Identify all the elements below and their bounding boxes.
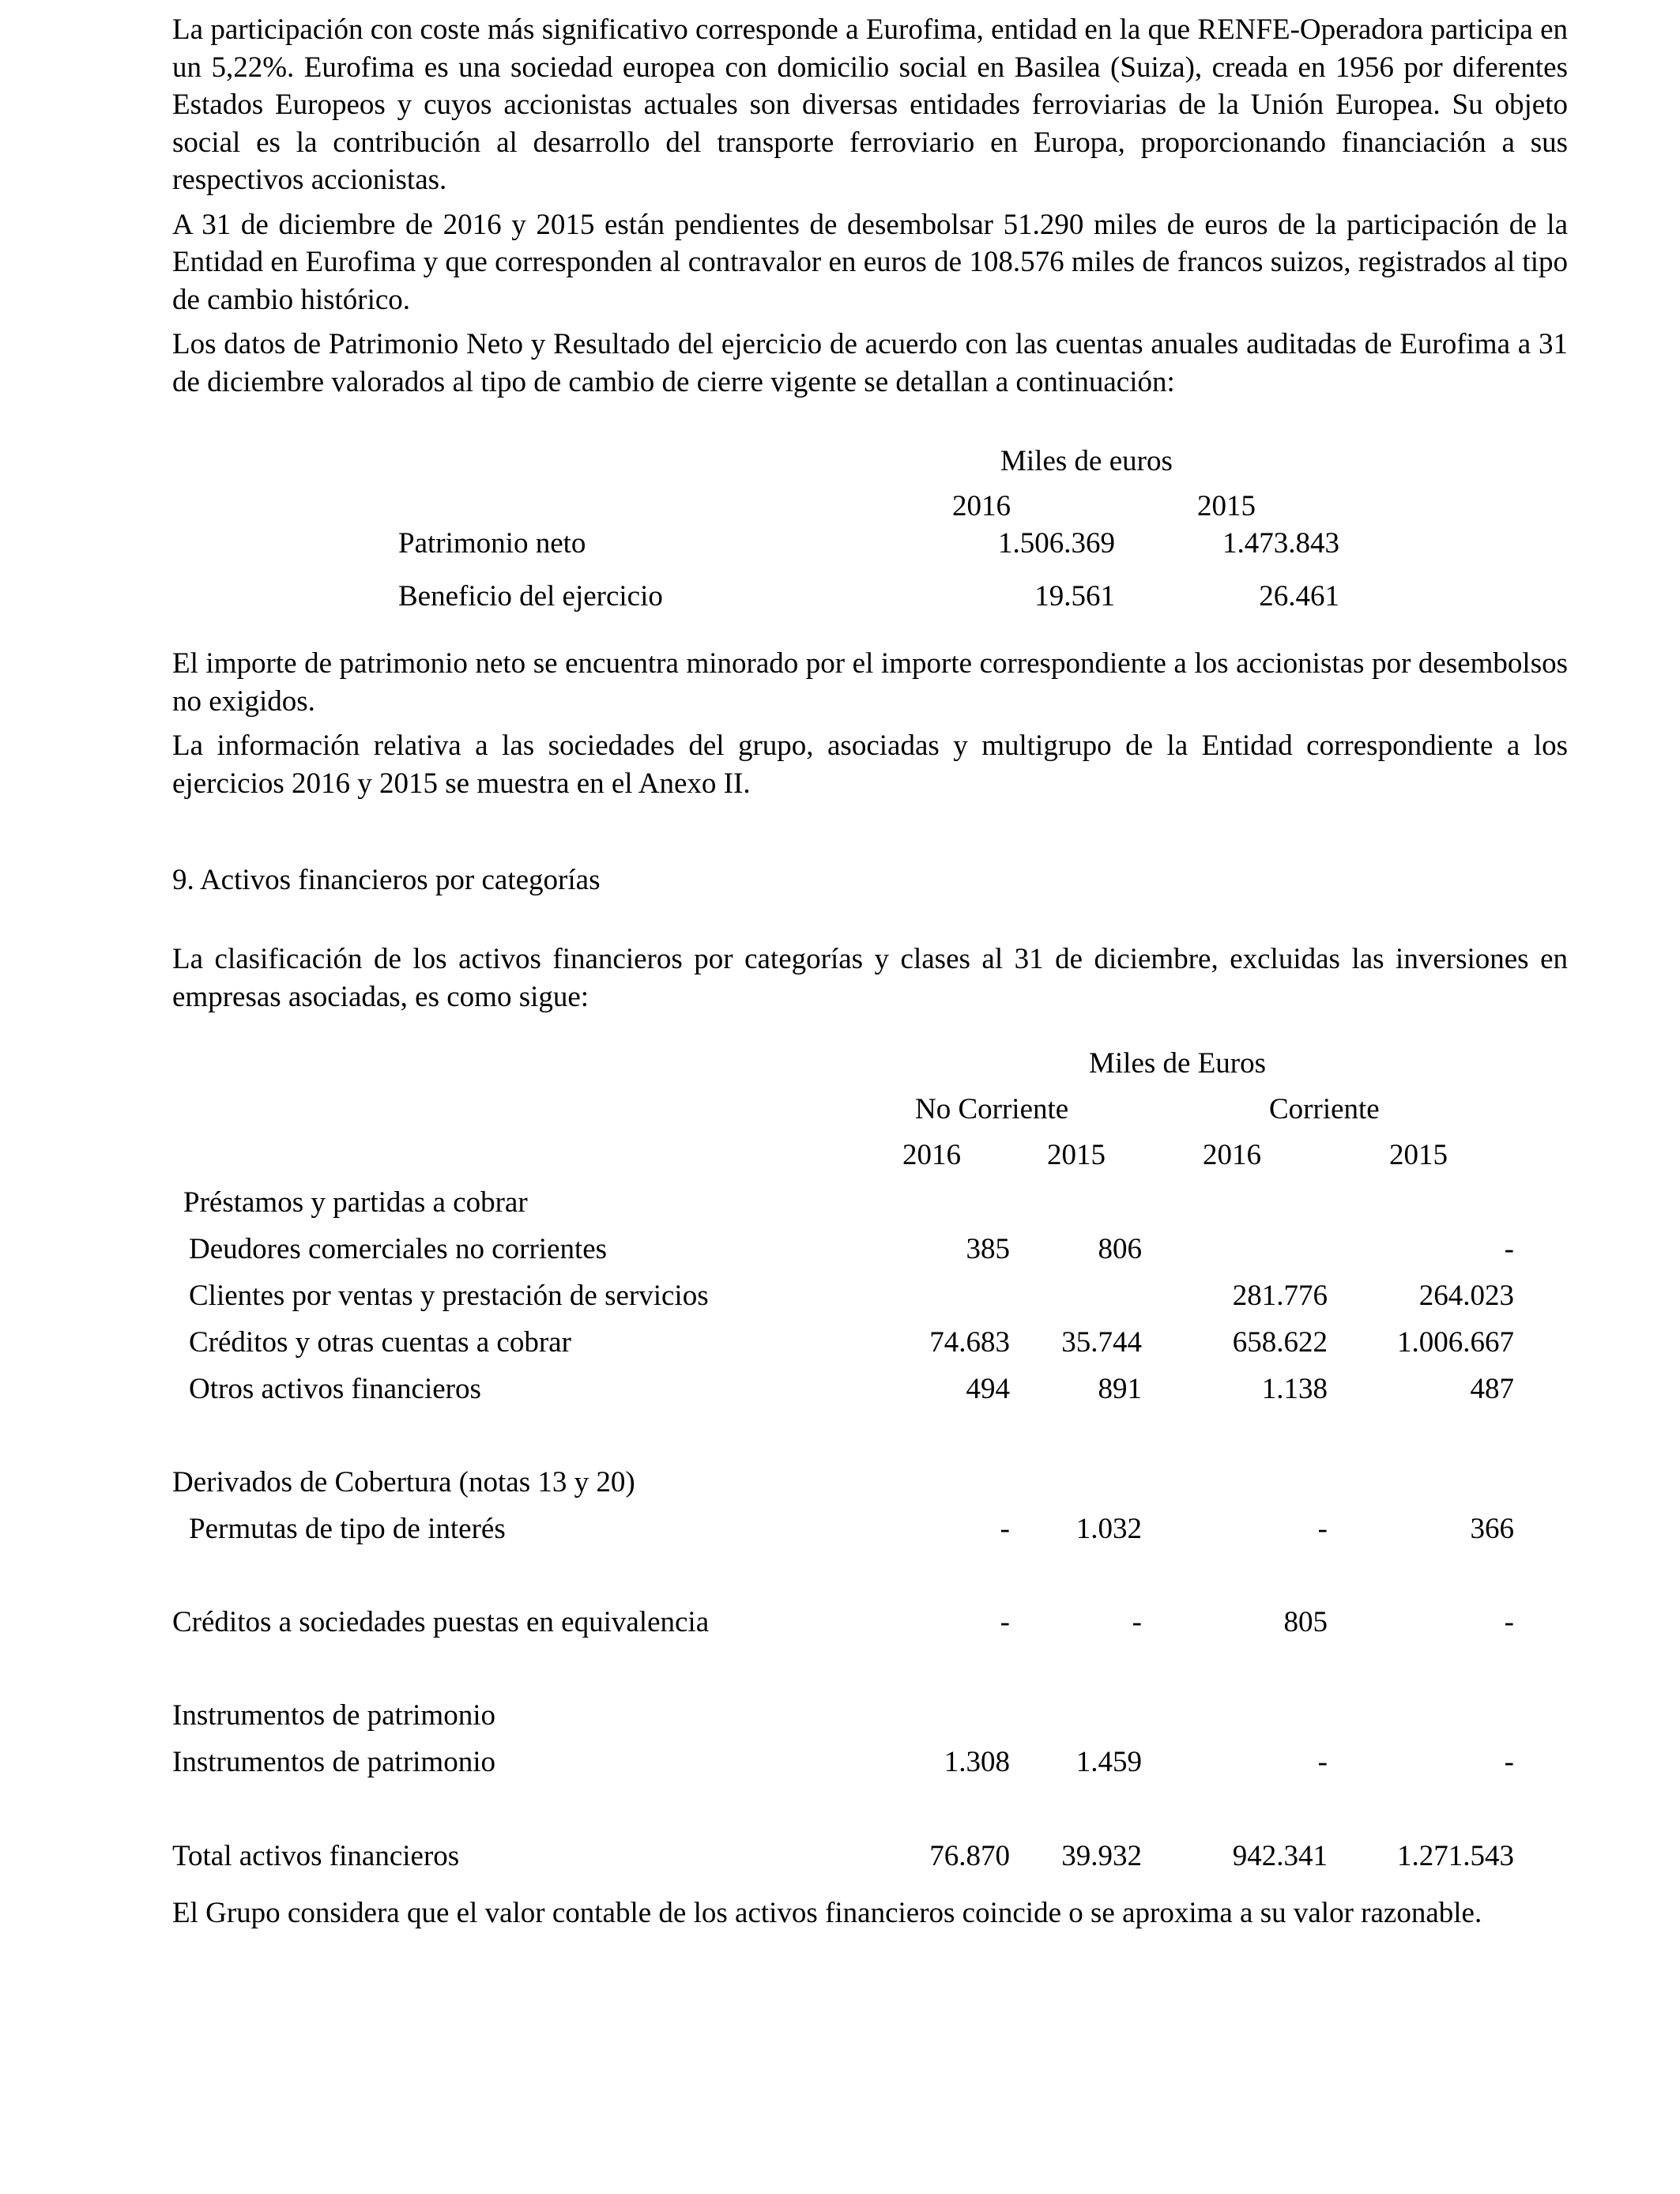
assets-total-cell: 76.870	[929, 1840, 1010, 1872]
assets-row-label: Créditos a sociedades puestas en equivalencia	[172, 1606, 710, 1638]
assets-cell: -	[1000, 1606, 1010, 1638]
page-body-bottom	[172, 1894, 1568, 1932]
assets-cell: 806	[1098, 1233, 1142, 1265]
assets-year: 2016	[1203, 1139, 1261, 1171]
eurofima-cell: 1.473.843	[1222, 527, 1339, 560]
paragraph-desembolso: A 31 de diciembre de 2016 y 2015 están pendientes de desembolsar 51.290 miles de euros de la participación de la Entidad en Eurofima y que corresponden al contravalor en euros de 108.576 miles de francos suizos, registrados al tipo de cambio histórico.	[172, 208, 1568, 316]
eurofima-row-label: Beneficio del ejercicio	[398, 580, 663, 613]
assets-cell: 891	[1098, 1373, 1142, 1405]
assets-total-cell: 942.341	[1232, 1840, 1328, 1872]
assets-row-label: Otros activos financieros	[189, 1373, 481, 1405]
assets-cell: -	[1000, 1513, 1010, 1545]
assets-category-label: Préstamos y partidas a cobrar	[183, 1186, 528, 1219]
assets-category-label: Instrumentos de patrimonio	[172, 1699, 495, 1732]
assets-cell: 805	[1283, 1606, 1328, 1638]
eurofima-unit-header: Miles de euros	[1000, 445, 1173, 477]
paragraph-clasificacion: La clasificación de los activos financieros por categorías y clases al 31 de diciembre, excluidas las inversiones en empresas asociadas, es como sigue:	[172, 943, 1568, 1013]
assets-cell: 281.776	[1232, 1280, 1328, 1312]
assets-cell: -	[1317, 1746, 1328, 1778]
assets-cell: 494	[966, 1373, 1010, 1405]
eurofima-cell: 26.461	[1259, 580, 1339, 613]
assets-unit-header: Miles de Euros	[1089, 1047, 1267, 1080]
eurofima-cell: 1.506.369	[998, 527, 1115, 560]
assets-cell: 1.308	[944, 1746, 1010, 1778]
assets-category-label: Derivados de Cobertura (notas 13 y 20)	[172, 1466, 635, 1498]
assets-total-label: Total activos financieros	[172, 1840, 460, 1872]
paragraph-anexo: La información relativa a las sociedades del grupo, asociadas y multigrupo de la Entidad correspondiente a los ejercicios 2016 y 2015 se muestra en el Anexo II.	[172, 729, 1568, 800]
assets-year: 2015	[1047, 1139, 1106, 1171]
assets-cell: 658.622	[1232, 1326, 1328, 1359]
paragraph-patrimonio-minorado: El importe de patrimonio neto se encuentra minorado por el importe correspondiente a los accionistas por desembolsos no exigidos.	[172, 647, 1568, 718]
assets-cell: 366	[1470, 1513, 1514, 1545]
assets-row-label: Instrumentos de patrimonio	[172, 1746, 495, 1778]
assets-group-no-corriente: No Corriente	[915, 1093, 1069, 1125]
paragraph-valor-razonable: El Grupo considera que el valor contable de los activos financieros coincide o se aproxima a su valor razonable.	[172, 1897, 1482, 1929]
assets-cell: 74.683	[929, 1326, 1010, 1359]
eurofima-year-2016: 2016	[952, 490, 1011, 522]
assets-group-corriente: Corriente	[1269, 1093, 1380, 1125]
assets-year: 2016	[902, 1139, 961, 1171]
assets-cell: -	[1504, 1746, 1514, 1778]
assets-cell: 487	[1470, 1373, 1514, 1405]
assets-cell: 35.744	[1061, 1326, 1142, 1359]
eurofima-row-label: Patrimonio neto	[398, 527, 586, 560]
page-body-classification	[172, 941, 1568, 1016]
paragraph-eurofima-intro: La participación con coste más significativo corresponde a Eurofima, entidad en la que RENFE-Operadora participa en un 5,22%. Eurofima es una sociedad europea con domicilio social en Basilea (Suiza), creada en 1956 por diferentes Estados Europeos y cuyos accionistas actuales son diversas entidades ferroviarias de la Unión Europea. Su objeto social es la contribución al desarrollo del transporte ferroviario en Europa, proporcionando financiación a sus respectivos accionistas.	[172, 13, 1568, 196]
eurofima-cell: 19.561	[1034, 580, 1115, 613]
eurofima-year-2015: 2015	[1197, 490, 1256, 522]
assets-row-label: Créditos y otras cuentas a cobrar	[189, 1326, 571, 1359]
assets-cell: 1.459	[1075, 1746, 1142, 1778]
assets-cell: -	[1317, 1513, 1328, 1545]
assets-total-cell: 1.271.543	[1397, 1840, 1514, 1872]
assets-cell: 1.006.667	[1397, 1326, 1514, 1359]
paragraph-datos-patrimonio: Los datos de Patrimonio Neto y Resultado del ejercicio de acuerdo con las cuentas anuales auditadas de Eurofima a 31 de diciembre valorados al tipo de cambio de cierre vigente se detallan a continuación:	[172, 328, 1568, 398]
assets-total-cell: 39.932	[1061, 1840, 1142, 1872]
assets-cell: -	[1504, 1606, 1514, 1638]
assets-cell: 1.032	[1075, 1513, 1142, 1545]
assets-cell: 264.023	[1418, 1280, 1514, 1312]
section-heading: 9. Activos financieros por categorías	[172, 864, 601, 896]
assets-row-label: Clientes por ventas y prestación de servicios	[189, 1280, 709, 1312]
assets-cell: 385	[966, 1233, 1010, 1265]
assets-year: 2015	[1389, 1139, 1448, 1171]
assets-cell: 1.138	[1261, 1373, 1328, 1405]
page-body	[172, 11, 1568, 401]
assets-cell: -	[1132, 1606, 1142, 1638]
assets-row-label: Permutas de tipo de interés	[189, 1513, 506, 1545]
assets-cell: -	[1504, 1233, 1514, 1265]
page-body-middle	[172, 645, 1568, 802]
assets-row-label: Deudores comerciales no corrientes	[189, 1233, 608, 1265]
